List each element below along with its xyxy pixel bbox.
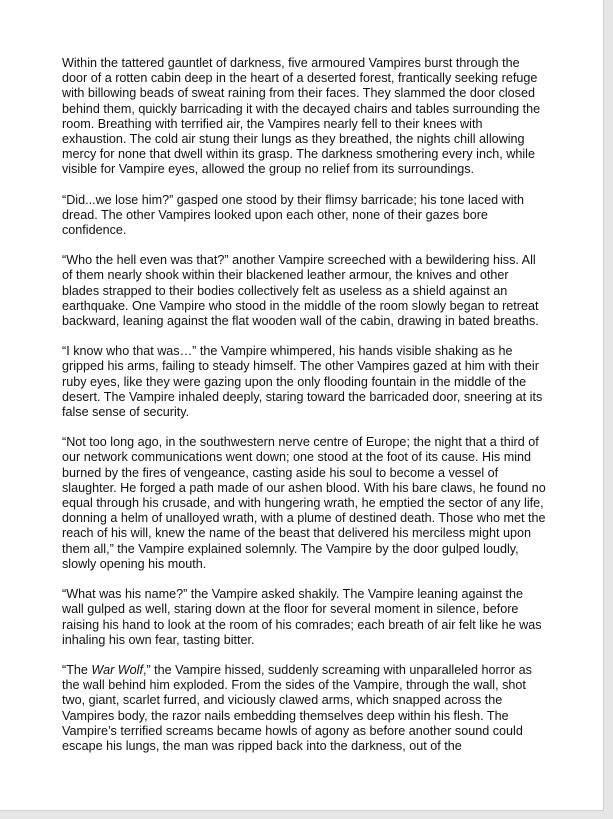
paragraph: Within the tattered gauntlet of darkness, five armoured Vampires burst through the door of a rotten cabin deep in the heart of a deserted forest, frantically seeking refuge with billowing beads of sweat raining from their faces. They slammed the door closed behind them, quickly barricading it with the decayed chairs and tables surrounding the room. Breathing with terrified air, the Vampires nearly fell to their knees with exhaustion. The cold air stung their lungs as they breathed, the nights chill allowing mercy for none that dwell within its grasp. The darkness smothering every inch, while visible for Vampire eyes, allowed the group no relief from its surroundings. — [62, 56, 541, 177]
document-body — [62, 56, 548, 769]
paragraph: “Not too long ago, in the southwestern nerve centre of Europe; the night that a third of our network communications went down; one stood at the foot of its cause. His mind burned by the fires of vengeance, casting aside his soul to become a vessel of slaughter. He forged a path made of our ashen blood. With his bare claws, he found no equal through his crusade, and with hungering wrath, he emptied the sector of any life, donning a helm of unalloyed wrath, with a plume of destined death. Those who met the reach of his will, knew the name of the beast that delivered his merciless might upon them all,” the Vampire explained solemnly. The Vampire by the door gulped loudly, slowly opening his mouth. — [62, 435, 546, 571]
paragraph: “What was his name?” the Vampire asked shakily. The Vampire leaning against the wall gulped as well, staring down at the floor for several moment in silence, before raising his hand to look at the room of his comrades; each breath of air felt like he was inhaling his own fear, tasting bitter. — [62, 587, 542, 647]
paragraph-last — [62, 663, 548, 754]
italic-name: War Wolf — [91, 662, 143, 677]
paragraph: “Did...we lose him?” gasped one stood by their flimsy barricade; his tone laced with dread. The other Vampires looked upon each other, none of their gazes bore confidence. — [62, 192, 524, 238]
quote-open: “The — [62, 662, 92, 677]
paragraph-rest: ,” the Vampire hissed, suddenly screaming with unparalleled horror as the wall behind him exploded. From the sides of the Vampire, through the wall, shot two, giant, scarlet furred, and viciously clawed arms, which snapped across the Vampires body, the razor nails embedding themselves deep within his flesh. The Vampire’s terrified screams became howls of agony as before another sound could escape his lungs, the man was ripped back into the darkness, out of the — [62, 662, 532, 753]
paragraph: “I know who that was…” the Vampire whimpered, his hands visible shaking as he gripped his arms, failing to steady himself. The other Vampires gazed at him with their ruby eyes, like they were gazing upon the only flooding fountain in the middle of the desert. The Vampire inhaled deeply, staring toward the barricaded door, sneering at its false sense of security. — [62, 344, 543, 420]
paragraph: “Who the hell even was that?” another Vampire screeched with a bewildering hiss. All of them nearly shook within their blackened leather armour, the knives and other blades strapped to their bodies collectively felt as useless as a shield against an earthquake. One Vampire who stood in the middle of the room slowly began to retreat backward, leaning against the flat wooden wall of the cabin, drawing in bated breaths. — [62, 253, 539, 329]
